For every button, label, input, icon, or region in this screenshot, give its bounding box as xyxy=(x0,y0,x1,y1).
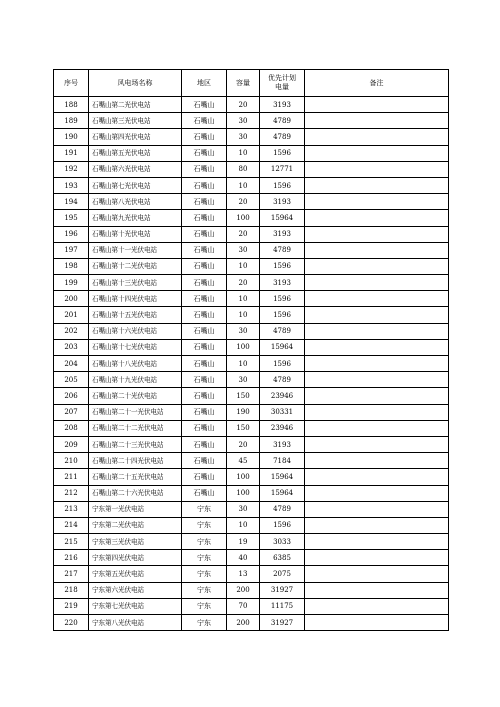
cell-seq: 208 xyxy=(54,420,89,436)
cell-remarks xyxy=(305,113,449,129)
cell-remarks xyxy=(305,372,449,388)
cell-name: 石嘴山第十六光伏电站 xyxy=(89,323,182,339)
cell-region: 石嘴山 xyxy=(182,420,227,436)
table-row xyxy=(54,501,449,517)
cell-remarks xyxy=(305,550,449,566)
cell-name: 宁东第八光伏电站 xyxy=(89,615,182,631)
cell-power: 15964 xyxy=(260,469,305,485)
table-row xyxy=(54,226,449,242)
cell-seq: 197 xyxy=(54,242,89,258)
header-planned-power xyxy=(260,70,305,97)
table-row xyxy=(54,323,449,339)
cell-capacity: 30 xyxy=(227,501,260,517)
cell-name: 石嘴山第三光伏电站 xyxy=(89,113,182,129)
cell-name: 石嘴山第八光伏电站 xyxy=(89,194,182,210)
cell-region: 石嘴山 xyxy=(182,97,227,113)
cell-region: 宁东 xyxy=(182,517,227,533)
header-planned-power-line2: 电量 xyxy=(275,83,289,91)
cell-remarks xyxy=(305,534,449,550)
cell-name: 石嘴山第十九光伏电站 xyxy=(89,372,182,388)
cell-seq: 205 xyxy=(54,372,89,388)
cell-remarks xyxy=(305,97,449,113)
cell-name: 石嘴山第七光伏电站 xyxy=(89,177,182,193)
cell-remarks xyxy=(305,242,449,258)
cell-capacity: 19 xyxy=(227,534,260,550)
cell-seq: 211 xyxy=(54,469,89,485)
table-row xyxy=(54,177,449,193)
cell-region: 石嘴山 xyxy=(182,145,227,161)
cell-power: 15964 xyxy=(260,485,305,501)
cell-power: 23946 xyxy=(260,420,305,436)
cell-remarks xyxy=(305,275,449,291)
cell-capacity: 70 xyxy=(227,598,260,614)
cell-seq: 195 xyxy=(54,210,89,226)
cell-power: 1596 xyxy=(260,258,305,274)
cell-region: 宁东 xyxy=(182,615,227,631)
cell-remarks xyxy=(305,161,449,177)
cell-name: 宁东第四光伏电站 xyxy=(89,550,182,566)
cell-remarks xyxy=(305,307,449,323)
cell-power: 2075 xyxy=(260,566,305,582)
cell-capacity: 190 xyxy=(227,404,260,420)
cell-name: 石嘴山第五光伏电站 xyxy=(89,145,182,161)
cell-name: 石嘴山第二十五光伏电站 xyxy=(89,469,182,485)
cell-capacity: 30 xyxy=(227,129,260,145)
cell-seq: 214 xyxy=(54,517,89,533)
cell-power: 30331 xyxy=(260,404,305,420)
cell-seq: 218 xyxy=(54,582,89,598)
cell-power: 1596 xyxy=(260,177,305,193)
cell-capacity: 10 xyxy=(227,517,260,533)
cell-seq: 210 xyxy=(54,453,89,469)
cell-power: 1596 xyxy=(260,356,305,372)
cell-seq: 202 xyxy=(54,323,89,339)
cell-capacity: 10 xyxy=(227,258,260,274)
table-row xyxy=(54,97,449,113)
cell-remarks xyxy=(305,453,449,469)
cell-seq: 191 xyxy=(54,145,89,161)
cell-capacity: 30 xyxy=(227,242,260,258)
cell-region: 石嘴山 xyxy=(182,291,227,307)
cell-name: 石嘴山第二十四光伏电站 xyxy=(89,453,182,469)
cell-capacity: 45 xyxy=(227,453,260,469)
cell-region: 石嘴山 xyxy=(182,194,227,210)
cell-power: 4789 xyxy=(260,323,305,339)
table-row xyxy=(54,258,449,274)
table-row xyxy=(54,469,449,485)
table-row xyxy=(54,275,449,291)
cell-region: 宁东 xyxy=(182,501,227,517)
table-row xyxy=(54,161,449,177)
cell-region: 石嘴山 xyxy=(182,469,227,485)
cell-capacity: 10 xyxy=(227,177,260,193)
cell-seq: 220 xyxy=(54,615,89,631)
cell-remarks xyxy=(305,598,449,614)
cell-capacity: 150 xyxy=(227,388,260,404)
cell-power: 1596 xyxy=(260,291,305,307)
table-row xyxy=(54,404,449,420)
cell-remarks xyxy=(305,566,449,582)
cell-name: 石嘴山第十一光伏电站 xyxy=(89,242,182,258)
table-row xyxy=(54,210,449,226)
header-region: 地区 xyxy=(182,70,227,97)
cell-region: 石嘴山 xyxy=(182,356,227,372)
cell-capacity: 13 xyxy=(227,566,260,582)
cell-region: 宁东 xyxy=(182,550,227,566)
cell-capacity: 10 xyxy=(227,307,260,323)
cell-region: 石嘴山 xyxy=(182,388,227,404)
cell-seq: 204 xyxy=(54,356,89,372)
table-row xyxy=(54,550,449,566)
cell-capacity: 100 xyxy=(227,485,260,501)
cell-seq: 207 xyxy=(54,404,89,420)
cell-name: 石嘴山第四光伏电站 xyxy=(89,129,182,145)
cell-capacity: 10 xyxy=(227,356,260,372)
table-row xyxy=(54,113,449,129)
cell-region: 石嘴山 xyxy=(182,177,227,193)
cell-power: 3193 xyxy=(260,97,305,113)
cell-remarks xyxy=(305,356,449,372)
cell-remarks xyxy=(305,404,449,420)
table-row xyxy=(54,194,449,210)
cell-capacity: 30 xyxy=(227,323,260,339)
cell-region: 宁东 xyxy=(182,566,227,582)
cell-remarks xyxy=(305,323,449,339)
table-row xyxy=(54,372,449,388)
cell-capacity: 20 xyxy=(227,275,260,291)
header-seq: 序号 xyxy=(54,70,89,97)
cell-capacity: 100 xyxy=(227,210,260,226)
cell-seq: 201 xyxy=(54,307,89,323)
cell-capacity: 100 xyxy=(227,339,260,355)
cell-power: 1596 xyxy=(260,517,305,533)
cell-power: 4789 xyxy=(260,501,305,517)
cell-region: 石嘴山 xyxy=(182,436,227,452)
cell-seq: 216 xyxy=(54,550,89,566)
cell-capacity: 200 xyxy=(227,582,260,598)
header-name: 风电场名称 xyxy=(89,70,182,97)
cell-seq: 200 xyxy=(54,291,89,307)
cell-name: 宁东第一光伏电站 xyxy=(89,501,182,517)
cell-power: 3033 xyxy=(260,534,305,550)
cell-seq: 219 xyxy=(54,598,89,614)
cell-name: 石嘴山第十三光伏电站 xyxy=(89,275,182,291)
cell-region: 石嘴山 xyxy=(182,113,227,129)
cell-capacity: 20 xyxy=(227,97,260,113)
cell-region: 石嘴山 xyxy=(182,485,227,501)
cell-name: 石嘴山第十四光伏电站 xyxy=(89,291,182,307)
cell-power: 3193 xyxy=(260,226,305,242)
cell-power: 3193 xyxy=(260,194,305,210)
header-planned-power-line1: 优先计划 xyxy=(268,74,296,82)
cell-power: 23946 xyxy=(260,388,305,404)
cell-seq: 209 xyxy=(54,436,89,452)
cell-region: 石嘴山 xyxy=(182,161,227,177)
table-row xyxy=(54,582,449,598)
cell-name: 石嘴山第二十三光伏电站 xyxy=(89,436,182,452)
cell-name: 宁东第五光伏电站 xyxy=(89,566,182,582)
cell-capacity: 40 xyxy=(227,550,260,566)
cell-remarks xyxy=(305,226,449,242)
cell-seq: 188 xyxy=(54,97,89,113)
cell-region: 宁东 xyxy=(182,582,227,598)
cell-power: 3193 xyxy=(260,436,305,452)
cell-name: 石嘴山第二十光伏电站 xyxy=(89,388,182,404)
cell-remarks xyxy=(305,420,449,436)
cell-capacity: 20 xyxy=(227,436,260,452)
cell-power: 7184 xyxy=(260,453,305,469)
cell-remarks xyxy=(305,177,449,193)
cell-seq: 215 xyxy=(54,534,89,550)
cell-name: 石嘴山第十二光伏电站 xyxy=(89,258,182,274)
cell-region: 石嘴山 xyxy=(182,372,227,388)
power-station-table xyxy=(53,69,449,631)
cell-name: 石嘴山第六光伏电站 xyxy=(89,161,182,177)
cell-name: 宁东第六光伏电站 xyxy=(89,582,182,598)
cell-name: 石嘴山第二十二光伏电站 xyxy=(89,420,182,436)
cell-region: 石嘴山 xyxy=(182,258,227,274)
cell-power: 12771 xyxy=(260,161,305,177)
cell-region: 石嘴山 xyxy=(182,210,227,226)
cell-seq: 199 xyxy=(54,275,89,291)
table-row xyxy=(54,145,449,161)
cell-remarks xyxy=(305,501,449,517)
cell-region: 石嘴山 xyxy=(182,242,227,258)
table-row xyxy=(54,129,449,145)
cell-remarks xyxy=(305,436,449,452)
table-row xyxy=(54,453,449,469)
cell-power: 4789 xyxy=(260,242,305,258)
header-capacity: 容量 xyxy=(227,70,260,97)
cell-region: 石嘴山 xyxy=(182,307,227,323)
cell-seq: 198 xyxy=(54,258,89,274)
cell-remarks xyxy=(305,339,449,355)
cell-capacity: 10 xyxy=(227,291,260,307)
cell-remarks xyxy=(305,291,449,307)
table-row xyxy=(54,598,449,614)
table-row xyxy=(54,517,449,533)
cell-power: 11175 xyxy=(260,598,305,614)
cell-name: 石嘴山第十光伏电站 xyxy=(89,226,182,242)
cell-seq: 192 xyxy=(54,161,89,177)
cell-power: 4789 xyxy=(260,113,305,129)
cell-seq: 193 xyxy=(54,177,89,193)
cell-capacity: 80 xyxy=(227,161,260,177)
table-row xyxy=(54,291,449,307)
cell-name: 石嘴山第二光伏电站 xyxy=(89,97,182,113)
cell-region: 石嘴山 xyxy=(182,453,227,469)
cell-power: 3193 xyxy=(260,275,305,291)
cell-region: 石嘴山 xyxy=(182,275,227,291)
cell-region: 石嘴山 xyxy=(182,226,227,242)
cell-region: 石嘴山 xyxy=(182,323,227,339)
cell-region: 宁东 xyxy=(182,598,227,614)
cell-power: 4789 xyxy=(260,129,305,145)
table-body xyxy=(54,97,449,631)
cell-power: 15964 xyxy=(260,210,305,226)
cell-capacity: 10 xyxy=(227,145,260,161)
cell-seq: 217 xyxy=(54,566,89,582)
cell-region: 石嘴山 xyxy=(182,339,227,355)
cell-power: 1596 xyxy=(260,307,305,323)
cell-name: 石嘴山第九光伏电站 xyxy=(89,210,182,226)
cell-remarks xyxy=(305,145,449,161)
cell-region: 石嘴山 xyxy=(182,404,227,420)
cell-capacity: 200 xyxy=(227,615,260,631)
cell-power: 31927 xyxy=(260,582,305,598)
table-row xyxy=(54,566,449,582)
cell-remarks xyxy=(305,258,449,274)
cell-capacity: 30 xyxy=(227,372,260,388)
table-row xyxy=(54,388,449,404)
cell-name: 石嘴山第十八光伏电站 xyxy=(89,356,182,372)
cell-remarks xyxy=(305,615,449,631)
cell-power: 15964 xyxy=(260,339,305,355)
cell-capacity: 20 xyxy=(227,194,260,210)
cell-seq: 194 xyxy=(54,194,89,210)
cell-name: 石嘴山第二十一光伏电站 xyxy=(89,404,182,420)
cell-remarks xyxy=(305,210,449,226)
cell-seq: 203 xyxy=(54,339,89,355)
table-row xyxy=(54,485,449,501)
cell-seq: 206 xyxy=(54,388,89,404)
cell-power: 6385 xyxy=(260,550,305,566)
cell-remarks xyxy=(305,517,449,533)
table-row xyxy=(54,307,449,323)
cell-name: 宁东第三光伏电站 xyxy=(89,534,182,550)
cell-remarks xyxy=(305,388,449,404)
cell-name: 石嘴山第十五光伏电站 xyxy=(89,307,182,323)
table-row xyxy=(54,534,449,550)
table-row xyxy=(54,339,449,355)
cell-seq: 189 xyxy=(54,113,89,129)
cell-name: 宁东第二光伏电站 xyxy=(89,517,182,533)
table-row xyxy=(54,615,449,631)
cell-name: 石嘴山第二十六光伏电站 xyxy=(89,485,182,501)
cell-remarks xyxy=(305,582,449,598)
cell-remarks xyxy=(305,129,449,145)
cell-seq: 190 xyxy=(54,129,89,145)
cell-name: 宁东第七光伏电站 xyxy=(89,598,182,614)
cell-remarks xyxy=(305,194,449,210)
cell-capacity: 30 xyxy=(227,113,260,129)
cell-seq: 213 xyxy=(54,501,89,517)
cell-power: 31927 xyxy=(260,615,305,631)
table-row xyxy=(54,242,449,258)
cell-region: 宁东 xyxy=(182,534,227,550)
table-row xyxy=(54,420,449,436)
cell-power: 4789 xyxy=(260,372,305,388)
cell-capacity: 20 xyxy=(227,226,260,242)
cell-seq: 212 xyxy=(54,485,89,501)
table-header-row xyxy=(54,70,449,97)
table-row xyxy=(54,356,449,372)
header-remarks: 备注 xyxy=(305,70,449,97)
cell-remarks xyxy=(305,485,449,501)
cell-remarks xyxy=(305,469,449,485)
cell-region: 石嘴山 xyxy=(182,129,227,145)
cell-capacity: 150 xyxy=(227,420,260,436)
cell-seq: 196 xyxy=(54,226,89,242)
cell-name: 石嘴山第十七光伏电站 xyxy=(89,339,182,355)
cell-power: 1596 xyxy=(260,145,305,161)
table-row xyxy=(54,436,449,452)
cell-capacity: 100 xyxy=(227,469,260,485)
